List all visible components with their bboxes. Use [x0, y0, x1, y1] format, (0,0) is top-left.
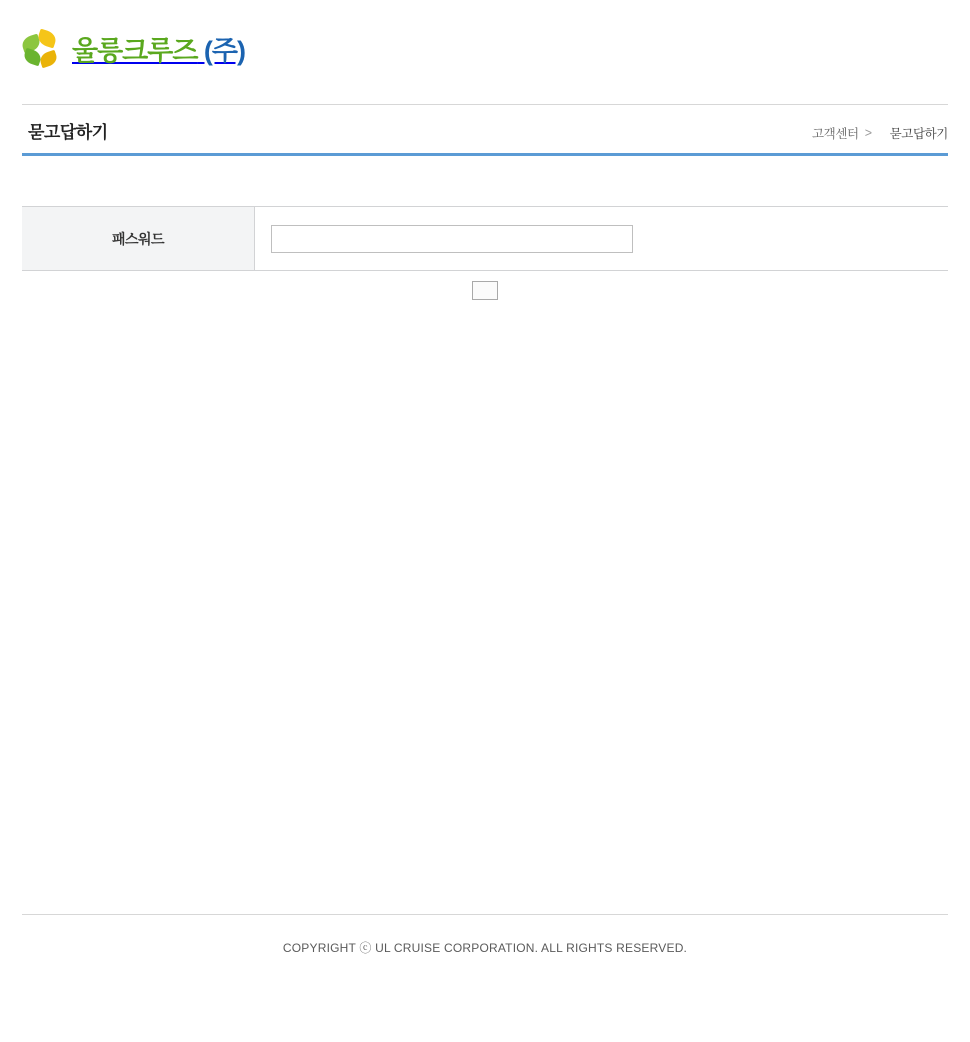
password-label: 패스워드 — [22, 207, 255, 271]
copyright-text: COPYRIGHT ⓒ UL CRUISE CORPORATION. ALL RIGHTS RESERVED. — [282, 941, 688, 955]
logo-wordmark-suffix: (주) — [197, 35, 245, 66]
password-form — [22, 156, 948, 271]
page-title: 묻고답하기 — [28, 123, 108, 142]
breadcrumb-separator-icon: > — [864, 126, 872, 140]
logo-wordmark — [72, 35, 245, 66]
table-row — [22, 207, 948, 271]
password-input[interactable] — [271, 225, 633, 253]
site-footer — [22, 914, 948, 956]
password-value-cell — [255, 207, 949, 271]
four-petal-pinwheel-icon — [22, 30, 62, 72]
site-header — [0, 0, 970, 104]
breadcrumb-item-root[interactable]: 고객센터 — [812, 127, 859, 141]
page-title-bar — [22, 104, 948, 156]
password-table — [22, 206, 948, 271]
submit-button[interactable] — [472, 281, 498, 300]
breadcrumb — [812, 124, 948, 142]
breadcrumb-item-current: 묻고답하기 — [889, 127, 948, 141]
logo-wordmark-main: 울릉크루즈 — [72, 35, 198, 66]
site-logo[interactable] — [22, 30, 245, 72]
submit-row — [22, 281, 948, 300]
